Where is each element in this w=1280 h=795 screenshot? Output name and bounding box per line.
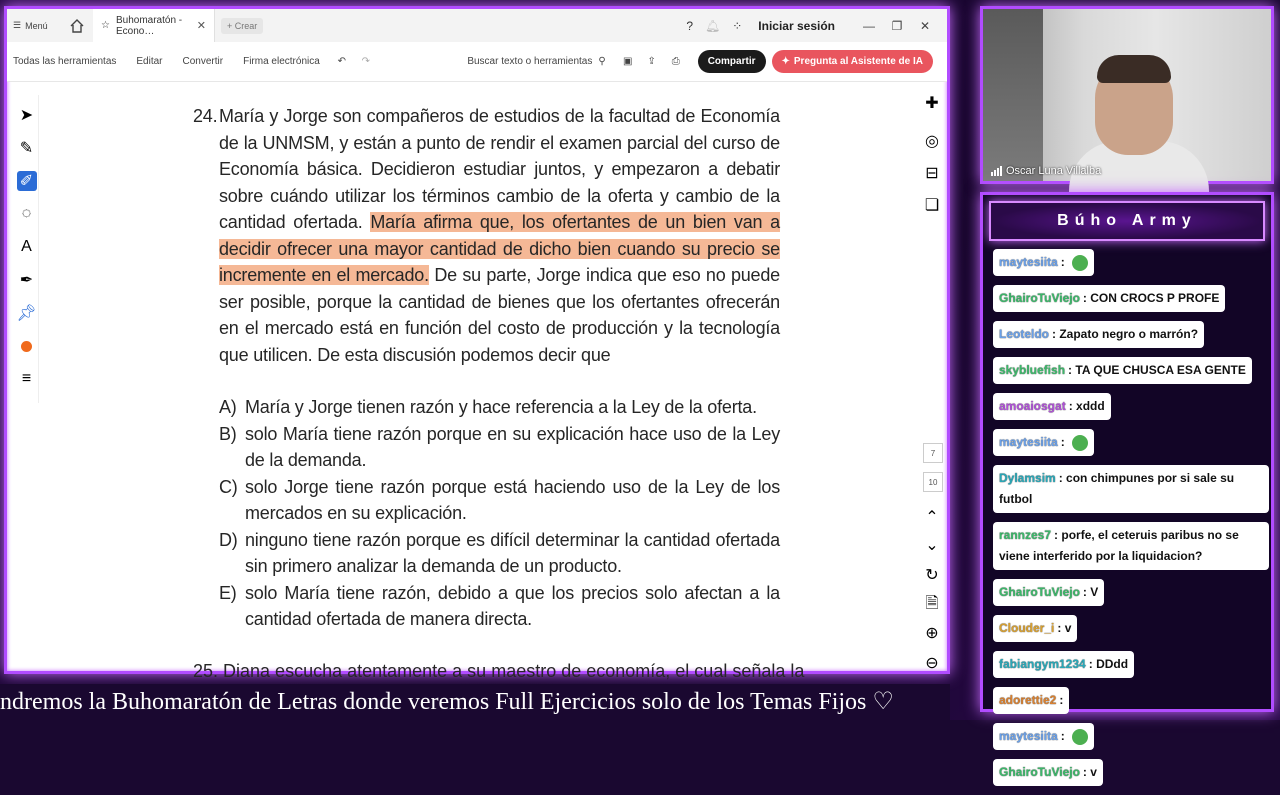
chat-separator: : xyxy=(1088,657,1097,671)
webcam-feed xyxy=(980,6,1274,184)
zoom-out-icon[interactable]: ⊖ xyxy=(925,655,939,672)
option-letter: B) xyxy=(219,423,237,444)
chat-text: v xyxy=(1090,765,1097,779)
color-dot-icon[interactable] xyxy=(17,336,37,356)
chat-separator: : xyxy=(1082,765,1091,779)
chat-text: xddd xyxy=(1076,399,1105,413)
more-menu-icon[interactable]: ≡ xyxy=(21,370,32,387)
search-tools[interactable] xyxy=(467,56,605,67)
emote-icon xyxy=(1072,435,1088,451)
question-25: 25. Diana escucha atentamente a su maestro de economía, el cual señala la xyxy=(193,661,805,681)
chat-message-row xyxy=(993,723,1269,759)
chat-username[interactable]: skybluefish xyxy=(999,363,1066,377)
right-tool-rail xyxy=(921,95,943,675)
document-icon[interactable]: 🗎︎ xyxy=(925,594,939,612)
edit-button[interactable]: Editar xyxy=(136,56,163,67)
chat-message xyxy=(993,651,1134,678)
highlighter-icon[interactable]: ✐ xyxy=(17,171,37,191)
chat-message xyxy=(993,249,1094,276)
option-c xyxy=(219,474,780,527)
question-24 xyxy=(193,103,793,633)
chat-separator: : xyxy=(1082,291,1091,305)
chat-message xyxy=(993,723,1094,750)
home-icon[interactable] xyxy=(69,18,85,34)
chat-text: porfe, el ceteruis paribus no se viene interferido por la liquidacion? xyxy=(999,528,1239,563)
question-number: 24. xyxy=(193,106,218,126)
chat-message-row xyxy=(993,687,1269,723)
presenter-name: Oscar Luna Villalba xyxy=(1006,165,1102,177)
chat-message xyxy=(993,579,1104,606)
chat-username[interactable]: GhairoTuViejo xyxy=(999,765,1080,779)
refresh-icon[interactable]: ↻ xyxy=(925,567,939,584)
chat-messages xyxy=(993,249,1269,795)
option-text: solo María tiene razón, debido a que los precios solo afectan a la cantidad ofertada de manera directa. xyxy=(245,582,780,629)
chat-message xyxy=(993,321,1204,348)
option-letter: E) xyxy=(219,582,237,603)
search-label: Buscar texto o herramientas xyxy=(467,56,593,67)
chat-message xyxy=(993,285,1225,312)
chat-message xyxy=(993,357,1252,384)
comments-panel-icon[interactable]: ◎ xyxy=(925,133,939,150)
tab-document[interactable] xyxy=(93,9,215,42)
chat-message-row xyxy=(993,579,1269,615)
chat-message xyxy=(993,759,1103,786)
undo-icon[interactable]: ↶ xyxy=(337,56,346,67)
option-a xyxy=(219,394,780,421)
convert-button[interactable]: Convertir xyxy=(182,56,224,67)
ai-label: Pregunta al Asistente de IA xyxy=(793,56,923,67)
chat-message-row xyxy=(993,249,1269,285)
share-button[interactable]: Compartir xyxy=(698,50,766,73)
chat-separator: : xyxy=(1057,621,1065,635)
ai-icon: ✦ xyxy=(781,56,790,67)
text-box-icon[interactable]: A xyxy=(21,238,32,255)
chat-separator: : xyxy=(1060,729,1069,743)
emote-icon xyxy=(1072,255,1088,271)
chat-message-row xyxy=(993,393,1269,429)
chat-message xyxy=(993,465,1269,513)
chat-message-row xyxy=(993,522,1269,579)
chat-text: v xyxy=(1064,621,1072,635)
main-toolbar xyxy=(7,42,947,82)
chat-text: con chimpunes por si sale su futbol xyxy=(999,471,1235,506)
chat-username[interactable]: Clouder_i xyxy=(999,621,1055,635)
chat-message xyxy=(993,393,1111,420)
question-body xyxy=(219,103,780,368)
pages-icon[interactable]: ❏ xyxy=(924,197,940,214)
chat-username[interactable]: rannzes7 xyxy=(999,528,1052,542)
chat-username[interactable]: GhairoTuViejo xyxy=(999,585,1080,599)
close-tab-icon[interactable]: ✕ xyxy=(196,20,206,32)
chat-username[interactable]: maytesiita xyxy=(999,255,1058,269)
chat-text: V xyxy=(1090,585,1099,599)
chat-message xyxy=(993,615,1077,642)
pin-icon[interactable]: 📌︎ xyxy=(16,305,37,322)
signin-button[interactable]: Iniciar sesión xyxy=(758,18,835,33)
select-cursor-icon[interactable]: ➤ xyxy=(19,107,34,124)
chat-text: Zapato negro o marrón? xyxy=(1059,327,1199,341)
emote-icon xyxy=(1072,729,1088,745)
chat-separator: : xyxy=(1052,327,1060,341)
chat-text: TA QUE CHUSCA ESA GENTE xyxy=(1075,363,1246,377)
chat-separator: : xyxy=(1054,528,1062,542)
chat-separator: : xyxy=(1058,471,1067,485)
webcam-background xyxy=(983,9,1043,181)
chat-username[interactable]: maytesiita xyxy=(999,729,1058,743)
chat-message xyxy=(993,429,1094,456)
hamburger-icon: ☰ xyxy=(13,20,22,30)
chat-username[interactable]: amoaiosgat xyxy=(999,399,1066,413)
chat-separator: : xyxy=(1060,435,1069,449)
option-letter: C) xyxy=(219,476,238,497)
chat-message xyxy=(993,687,1069,714)
chat-message-row xyxy=(993,321,1269,357)
minimize-icon[interactable]: — xyxy=(863,18,875,33)
answer-options xyxy=(219,394,793,633)
chat-title: Búho Army xyxy=(989,201,1265,241)
ai-assistant-button[interactable] xyxy=(772,50,934,73)
close-window-icon[interactable]: ✕ xyxy=(919,18,931,33)
upload-icon[interactable]: ⇪ xyxy=(647,56,656,67)
help-icon[interactable]: ? xyxy=(686,18,693,33)
pdf-window xyxy=(4,6,950,681)
option-letter: A) xyxy=(219,397,237,417)
chat-text: CON CROCS P PROFE xyxy=(1090,291,1220,305)
chat-message-row xyxy=(993,651,1269,687)
webcam-person-hair xyxy=(1097,55,1171,83)
webcam-name-tag xyxy=(991,165,1101,177)
chat-username[interactable]: Leoteldo xyxy=(999,327,1049,341)
option-text: solo Jorge tiene razón porque está haciendo uso de la Ley de los mercados en su explicación. xyxy=(245,476,780,523)
chat-message-row xyxy=(993,759,1269,795)
print-icon[interactable]: ⎙ xyxy=(671,56,680,67)
search-icon: ⚲ xyxy=(598,56,606,67)
chat-username[interactable]: GhairoTuViejo xyxy=(999,291,1080,305)
lasso-icon[interactable]: ◌ xyxy=(21,205,32,222)
chat-text: DDdd xyxy=(1096,657,1129,671)
tab-title: Buhomaratón - Econo… xyxy=(115,14,183,37)
sign-pen-icon[interactable]: ✒ xyxy=(19,272,34,289)
option-b xyxy=(219,421,780,474)
apps-grid-icon[interactable]: ⁘ xyxy=(732,18,743,33)
page-down-icon[interactable]: ⌄ xyxy=(925,537,939,554)
chat-separator: : xyxy=(1060,255,1069,269)
chat-message-row xyxy=(993,357,1269,393)
comment-icon[interactable]: ✎ xyxy=(19,140,34,157)
tab-bar xyxy=(7,9,947,42)
all-tools-button[interactable]: Todas las herramientas xyxy=(13,56,117,67)
page-number-total: 10 xyxy=(923,472,943,492)
chat-separator: : xyxy=(1068,363,1076,377)
menu-label: Menú xyxy=(25,20,48,31)
chat-message-row xyxy=(993,429,1269,465)
ticker-banner: ndremos la Buhomaratón de Letras donde veremos Full Ejercicios solo de los Temas Fijos ♡ xyxy=(0,684,950,720)
page-up-icon[interactable]: ⌃ xyxy=(925,509,939,526)
star-icon[interactable]: ☆ xyxy=(101,20,110,31)
chat-separator: : xyxy=(1082,585,1091,599)
chat-message-row xyxy=(993,285,1269,321)
chat-username[interactable]: Dylamsim xyxy=(999,471,1056,485)
redo-icon[interactable]: ↷ xyxy=(361,56,370,67)
chat-username[interactable]: fabiangym1234 xyxy=(999,657,1086,671)
chat-panel xyxy=(980,192,1274,779)
chat-separator: : xyxy=(1068,399,1077,413)
ai-summary-icon[interactable]: ✚ xyxy=(925,95,939,112)
question-text: María y Jorge son compañeros de estudios de la facultad de Economía de la UNMSM, y están a punto de rendir el examen parcial del curso de Economía básica. Decidieron estudiar juntos, y empezaron a debatir sobre cuándo utilizar los términos cambio de la oferta y cambio de la cantidad ofertada. xyxy=(219,106,780,232)
option-text: María y Jorge tienen razón y hace referencia a la Ley de la oferta. xyxy=(245,397,757,417)
option-text: ninguno tiene razón porque es difícil determinar la cantidad ofertada sin primero analizar la demanda de un producto. xyxy=(245,529,780,576)
chat-username[interactable]: maytesiita xyxy=(999,435,1058,449)
option-text: solo María tiene razón porque en su explicación hace uso de la Ley de la demanda. xyxy=(245,423,780,470)
chat-separator: : xyxy=(1059,693,1064,707)
menu-button[interactable] xyxy=(13,20,63,31)
left-tool-rail xyxy=(15,95,39,403)
option-letter: D) xyxy=(219,529,238,550)
maximize-icon[interactable]: ❐ xyxy=(891,18,903,33)
chat-message xyxy=(993,522,1269,570)
signal-bars-icon xyxy=(991,166,1002,176)
option-d xyxy=(219,527,780,580)
question-text-continued: De su parte, Jorge indica que eso no puede ser posible, porque la cantidad de bienes que los ofertantes ofrecerán en el mercado está en función del costo de producción y la tecnología que utilicen. De esta discusión podemos decir que xyxy=(219,265,780,365)
sign-button[interactable]: Firma electrónica xyxy=(243,56,320,67)
new-tab-button[interactable]: + Crear xyxy=(221,18,263,34)
chat-message-row xyxy=(993,615,1269,651)
bell-icon[interactable]: 🔔︎ xyxy=(705,18,721,33)
option-e xyxy=(219,580,780,633)
chat-username[interactable]: adorettie2 xyxy=(999,693,1057,707)
page-number-current[interactable]: 7 xyxy=(923,443,943,463)
chat-message-row xyxy=(993,465,1269,522)
bookmarks-icon[interactable]: ⊟ xyxy=(925,165,939,182)
highlighted-text[interactable]: María afirma que, los ofertantes de un bien van a decidir ofrecer una mayor cantidad de dicho bien cuando su precio se incremente en el mercado. xyxy=(219,212,780,285)
zoom-in-icon[interactable]: ⊕ xyxy=(925,625,939,642)
save-icon[interactable]: ▣ xyxy=(622,56,633,67)
